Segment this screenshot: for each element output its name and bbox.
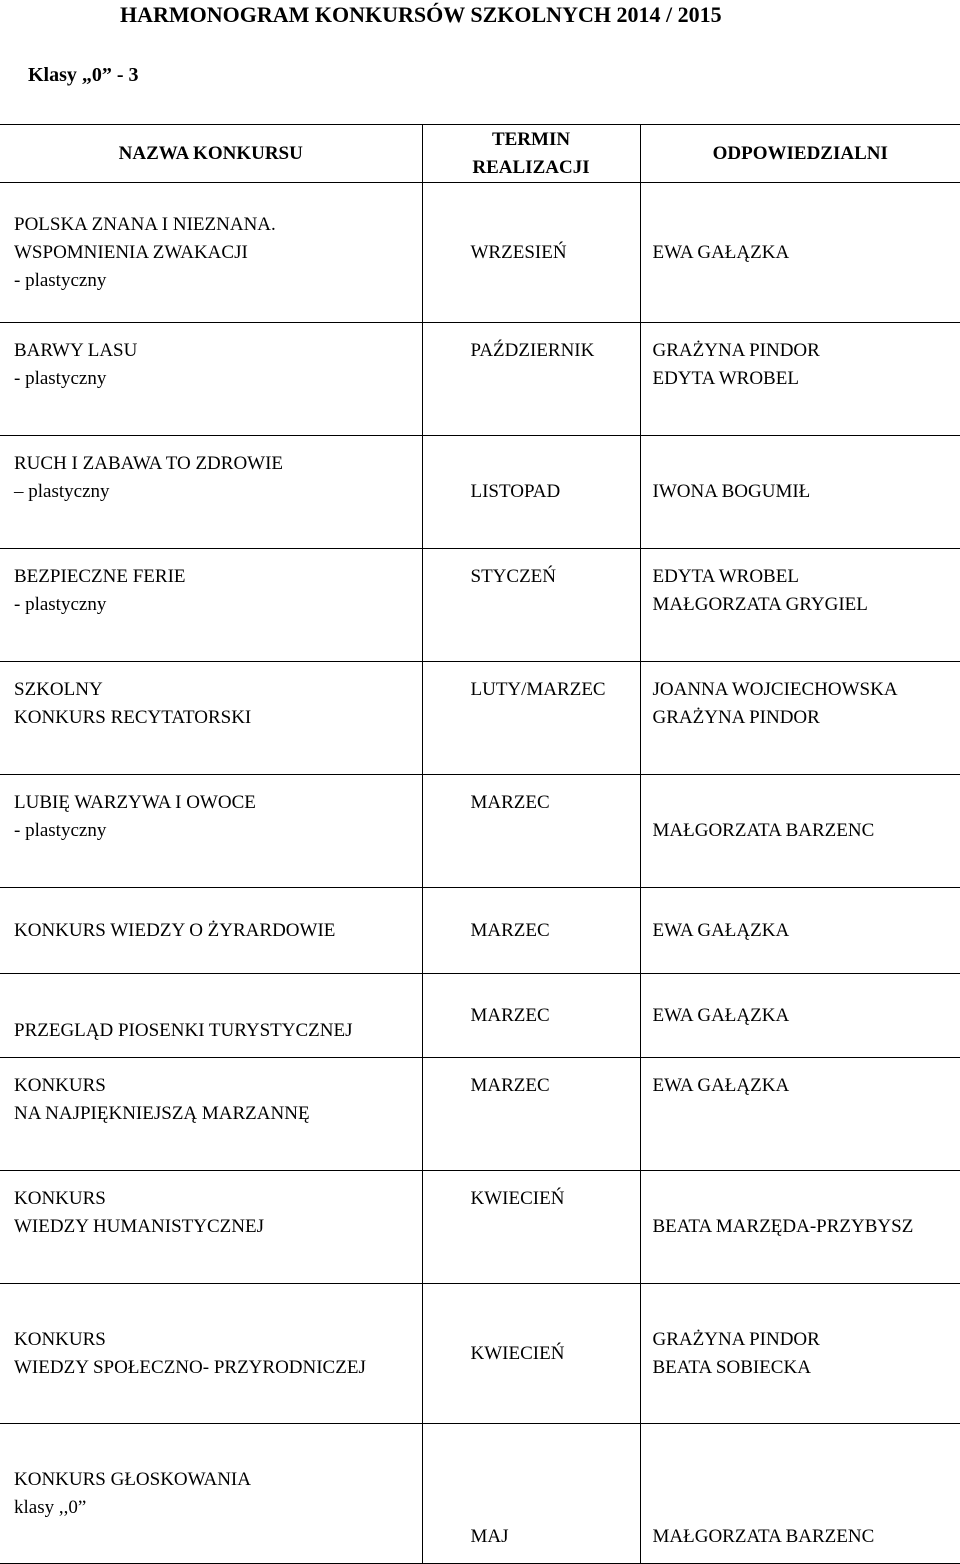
cell-name: KONKURS NA NAJPIĘKNIEJSZĄ MARZANNĘ: [0, 1058, 422, 1171]
header-term: TERMIN REALIZACJI: [422, 125, 640, 183]
cell-responsible: BEATA MARZĘDA-PRZYBYSZ: [640, 1171, 960, 1284]
cell-responsible: IWONA BOGUMIŁ: [640, 436, 960, 549]
document-subtitle: Klasy „0” - 3: [28, 64, 139, 86]
cell-name: KONKURS WIEDZY O ŻYRARDOWIE: [0, 888, 422, 974]
table-row: [0, 436, 960, 549]
cell-name: POLSKA ZNANA I NIEZNANA. WSPOMNIENIA ZWAKACJI - plastyczny: [0, 183, 422, 323]
table-row: [0, 1058, 960, 1171]
cell-term: KWIECIEŃ: [422, 1171, 640, 1284]
cell-term: LISTOPAD: [422, 436, 640, 549]
cell-responsible: EWA GAŁĄZKA: [640, 974, 960, 1058]
competitions-table: [0, 124, 960, 1564]
cell-responsible: EDYTA WROBEL MAŁGORZATA GRYGIEL: [640, 549, 960, 662]
cell-term: MARZEC: [422, 1058, 640, 1171]
cell-term: WRZESIEŃ: [422, 183, 640, 323]
cell-responsible: GRAŻYNA PINDOR EDYTA WROBEL: [640, 323, 960, 436]
cell-name: PRZEGLĄD PIOSENKI TURYSTYCZNEJ: [0, 974, 422, 1058]
cell-name: BARWY LASU - plastyczny: [0, 323, 422, 436]
cell-name: SZKOLNY KONKURS RECYTATORSKI: [0, 662, 422, 775]
cell-term: MARZEC: [422, 888, 640, 974]
table-header-row: [0, 125, 960, 183]
table-row: [0, 183, 960, 323]
table-row: [0, 1171, 960, 1284]
cell-name: KONKURS WIEDZY HUMANISTYCZNEJ: [0, 1171, 422, 1284]
cell-term: KWIECIEŃ: [422, 1284, 640, 1424]
cell-responsible: GRAŻYNA PINDOR BEATA SOBIECKA: [640, 1284, 960, 1424]
cell-name: BEZPIECZNE FERIE - plastyczny: [0, 549, 422, 662]
cell-name: LUBIĘ WARZYWA I OWOCE - plastyczny: [0, 775, 422, 888]
header-name: NAZWA KONKURSU: [0, 125, 422, 183]
cell-responsible: EWA GAŁĄZKA: [640, 183, 960, 323]
header-responsible: ODPOWIEDZIALNI: [640, 125, 960, 183]
cell-term: MARZEC: [422, 775, 640, 888]
table-row: [0, 662, 960, 775]
table-row: [0, 1284, 960, 1424]
cell-responsible: EWA GAŁĄZKA: [640, 888, 960, 974]
cell-responsible: MAŁGORZATA BARZENC: [640, 775, 960, 888]
document-title: HARMONOGRAM KONKURSÓW SZKOLNYCH 2014 / 2015: [120, 2, 722, 27]
table-row: [0, 888, 960, 974]
table-row: [0, 323, 960, 436]
cell-responsible: JOANNA WOJCIECHOWSKA GRAŻYNA PINDOR: [640, 662, 960, 775]
table-row: [0, 549, 960, 662]
cell-term: MARZEC: [422, 974, 640, 1058]
cell-term: PAŹDZIERNIK: [422, 323, 640, 436]
cell-responsible: EWA GAŁĄZKA: [640, 1058, 960, 1171]
table-row: [0, 974, 960, 1058]
cell-term: MAJ: [422, 1424, 640, 1564]
cell-term: STYCZEŃ: [422, 549, 640, 662]
cell-term: LUTY/MARZEC: [422, 662, 640, 775]
cell-name: RUCH I ZABAWA TO ZDROWIE – plastyczny: [0, 436, 422, 549]
cell-name: KONKURS WIEDZY SPOŁECZNO- PRZYRODNICZEJ: [0, 1284, 422, 1424]
table-row: [0, 775, 960, 888]
cell-responsible: MAŁGORZATA BARZENC: [640, 1424, 960, 1564]
cell-name: KONKURS GŁOSKOWANIA klasy ,,0”: [0, 1424, 422, 1564]
table-row: [0, 1424, 960, 1564]
